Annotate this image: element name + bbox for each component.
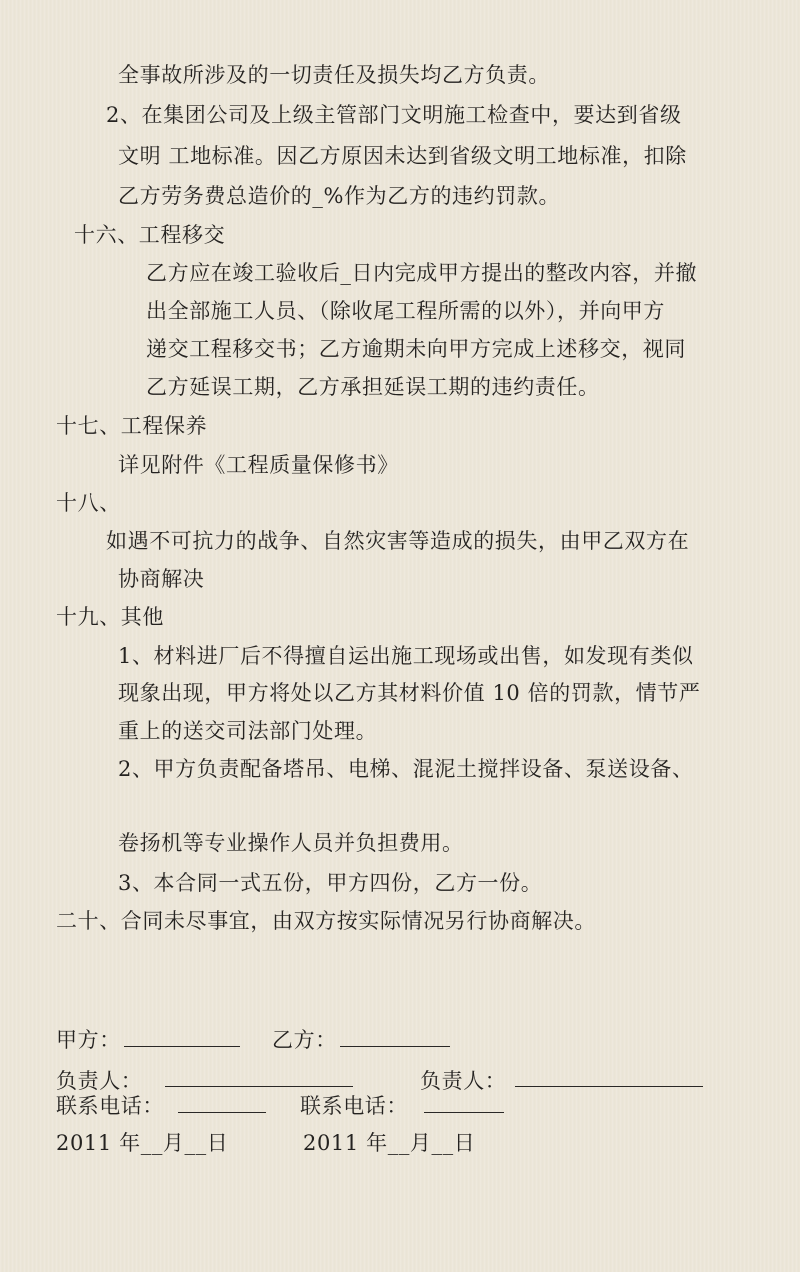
text-line: 乙方应在竣工验收后_日内完成甲方提出的整改内容，并撤: [146, 261, 698, 285]
text-line: 现象出现，甲方将处以乙方其材料价值 10 倍的罚款，情节严: [118, 681, 701, 705]
section-heading-16: 十六、工程移交: [74, 223, 226, 247]
section-heading-19: 十九、其他: [56, 605, 164, 629]
phone-a-label: 联系电话：: [56, 1094, 164, 1118]
text-line: 重上的送交司法部门处理。: [118, 719, 378, 743]
text-line: 详见附件《工程质量保修书》: [118, 453, 399, 477]
party-a-signature-line: [124, 1046, 240, 1047]
text-line: 全事故所涉及的一切责任及损失均乙方负责。: [118, 63, 550, 87]
text-line: 1、材料进厂后不得擅自运出施工现场或出售，如发现有类似: [118, 644, 694, 668]
text-line: 文明 工地标准。因乙方原因未达到省级文明工地标准，扣除: [118, 144, 687, 168]
leader-b-label: 负责人：: [420, 1069, 507, 1093]
text-line: 卷扬机等专业操作人员并负担费用。: [118, 831, 464, 855]
leader-a-signature-line: [165, 1086, 353, 1087]
text-line: 乙方延误工期，乙方承担延误工期的违约责任。: [146, 375, 600, 399]
text-line: 递交工程移交书；乙方逾期未向甲方完成上述移交，视同: [146, 337, 686, 361]
party-a-label: 甲方：: [56, 1028, 121, 1052]
phone-b-line: [424, 1112, 504, 1113]
leader-b-signature-line: [515, 1086, 703, 1087]
phone-b-label: 联系电话：: [300, 1094, 408, 1118]
section-heading-20: 二十、合同未尽事宜，由双方按实际情况另行协商解决。: [56, 909, 596, 933]
text-line: 如遇不可抗力的战争、自然灾害等造成的损失，由甲乙双方在: [106, 529, 690, 553]
text-line: 乙方劳务费总造价的_%作为乙方的违约罚款。: [118, 184, 561, 208]
text-line: 出全部施工人员、（除收尾工程所需的以外），并向甲方: [146, 299, 665, 323]
text-line: 2、在集团公司及上级主管部门文明施工检查中，要达到省级: [106, 103, 682, 127]
section-heading-18: 十八、: [56, 491, 121, 515]
leader-a-label: 负责人：: [56, 1069, 143, 1093]
text-line: 2、甲方负责配备塔吊、电梯、混泥土搅拌设备、泵送设备、: [118, 757, 694, 781]
text-line: 3、本合同一式五份，甲方四份，乙方一份。: [118, 871, 543, 895]
party-b-signature-line: [340, 1046, 450, 1047]
date-b: 2011 年__月__日: [303, 1131, 476, 1155]
text-line: 协商解决: [118, 567, 205, 591]
section-heading-17: 十七、工程保养: [56, 414, 208, 438]
date-a: 2011 年__月__日: [56, 1131, 229, 1155]
party-b-label: 乙方：: [272, 1028, 337, 1052]
phone-a-line: [178, 1112, 266, 1113]
